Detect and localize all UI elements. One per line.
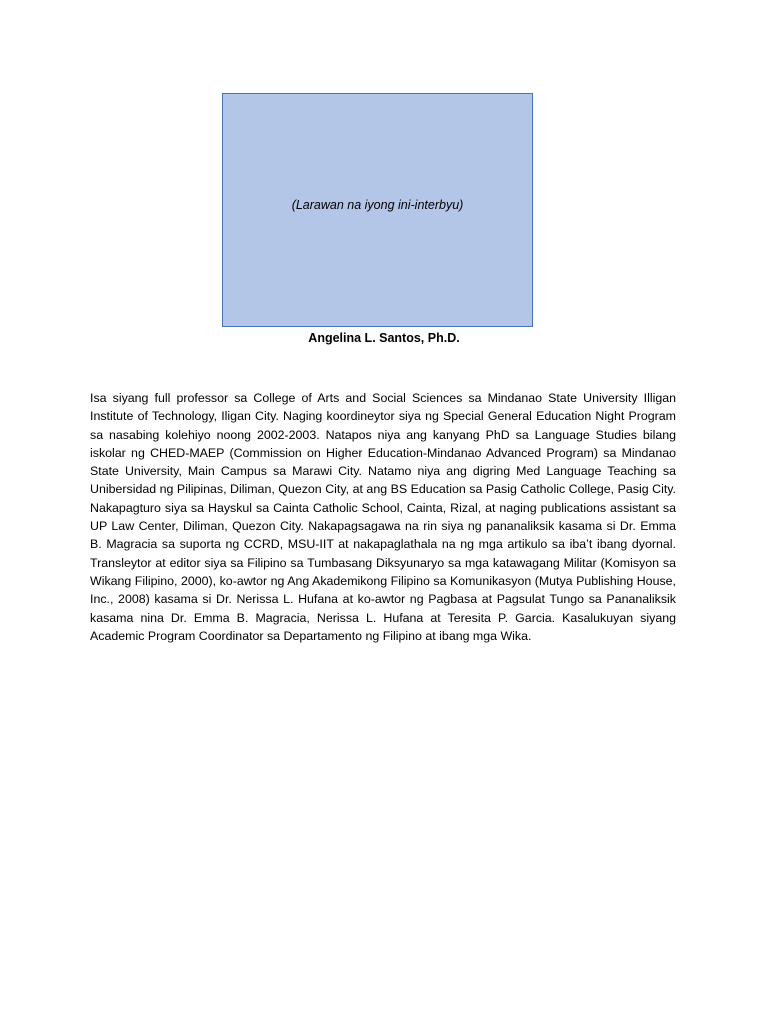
person-name: Angelina L. Santos, Ph.D. — [308, 331, 460, 345]
photo-placeholder — [222, 93, 533, 327]
bio-paragraph: Isa siyang full professor sa College of Arts and Social Sciences sa Mindanao State University Illigan Institute of Technology, Iligan City. Naging koordineytor siya ng Special General Education Night Program sa nasabing kolehiyo noong 2002-2003. Natapos niya ang kanyang PhD sa Language Studies bilang iskolar ng CHED-MAEP (Commission on Higher Education-Mindanao Advanced Program) sa Mindanao State University, Main Campus sa Marawi City. Natamo niya ang digring Med Language Teaching sa Unibersidad ng Pilipinas, Diliman, Quezon City, at ang BS Education sa Pasig Catholic College, Pasig City. Nakapagturo siya sa Hayskul sa Cainta Catholic School, Cainta, Rizal, at naging publications assistant sa UP Law Center, Diliman, Quezon City. Nakapagsagawa na rin siya ng pananaliksik kasama si Dr. Emma B. Magracia sa suporta ng CCRD, MSU-IIT at nakapaglathala na ng mga artikulo sa iba’t ibang dyornal. Transleytor at editor siya sa Filipino sa Tumbasang Diksyunaryo sa mga katawagang Militar (Komisyon sa Wikang Filipino, 2000), ko-awtor ng Ang Akademikong Filipino sa Komunikasyon (Mutya Publishing House, Inc., 2008) kasama si Dr. Nerissa L. Hufana at ko-awtor ng Pagbasa at Pagsulat Tungo sa Pananaliksik kasama nina Dr. Emma B. Magracia, Nerissa L. Hufana at Teresita P. Garcia. Kasalukuyan siyang Academic Program Coordinator sa Departamento ng Filipino at ibang mga Wika. — [90, 391, 676, 643]
photo-placeholder-caption: (Larawan na iyong ini-interbyu) — [291, 198, 464, 212]
